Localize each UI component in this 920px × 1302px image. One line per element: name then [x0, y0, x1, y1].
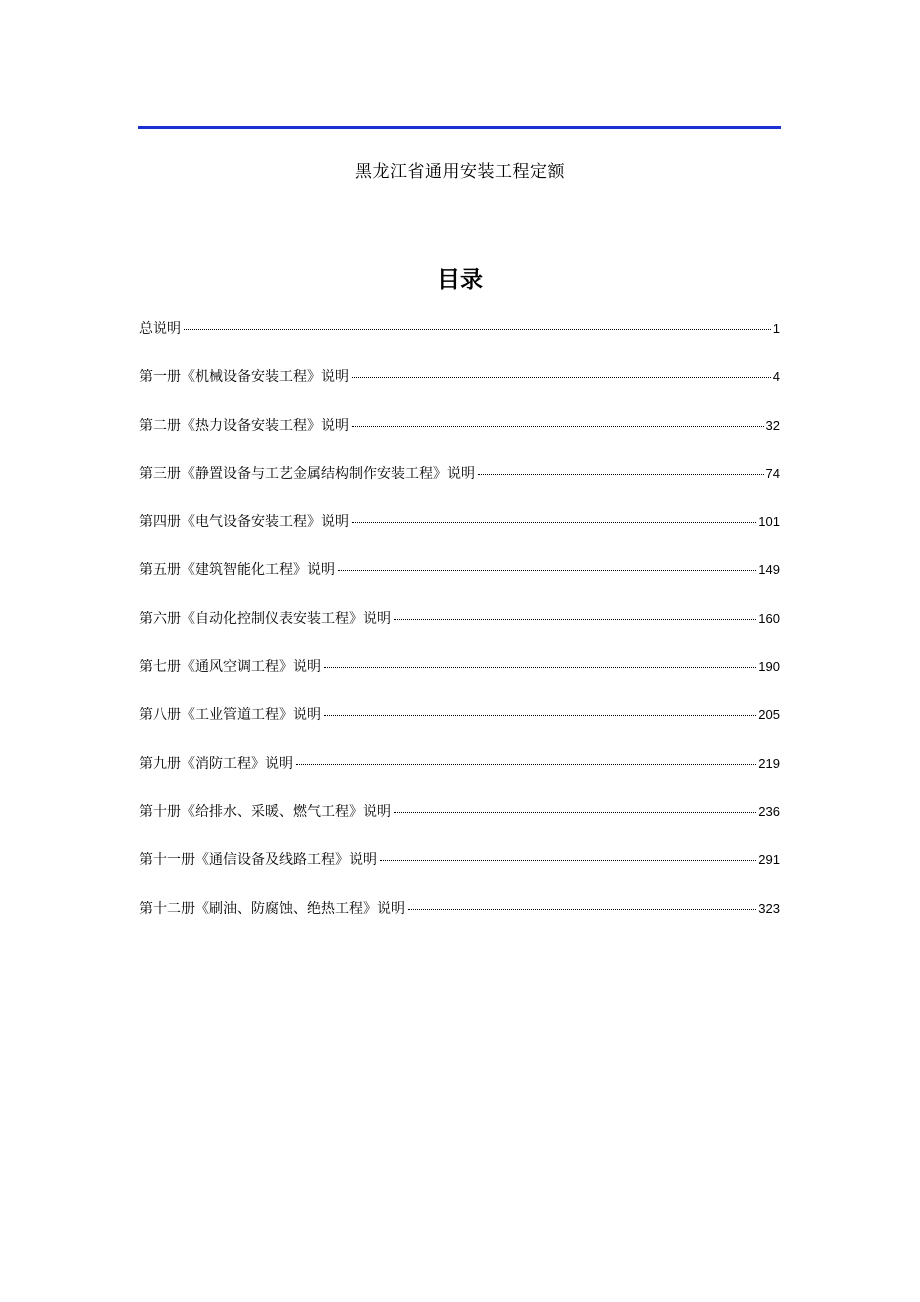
toc-entry-label: 第一册《机械设备安装工程》说明 — [139, 369, 349, 386]
toc-page-number: 101 — [758, 514, 780, 530]
toc-page-number: 323 — [758, 900, 780, 916]
toc-heading: 目录 — [437, 267, 483, 293]
toc-page-number: 219 — [758, 755, 780, 771]
toc-entry-label: 第五册《建筑智能化工程》说明 — [139, 562, 335, 579]
toc-dot-leader — [296, 764, 756, 765]
toc-entry-volume-6[interactable] — [139, 608, 780, 656]
toc-dot-leader — [352, 522, 756, 523]
toc-entry-label: 第十一册《通信设备及线路工程》说明 — [139, 852, 377, 869]
toc-entry-volume-3[interactable] — [139, 463, 780, 511]
toc-dot-leader — [352, 377, 771, 378]
toc-entry-label: 第二册《热力设备安装工程》说明 — [139, 417, 349, 434]
toc-page-number: 190 — [758, 659, 780, 675]
toc-entry-label: 第九册《消防工程》说明 — [139, 755, 293, 772]
toc-page-number: 149 — [758, 562, 780, 578]
toc-entry-label: 第四册《电气设备安装工程》说明 — [139, 514, 349, 531]
toc-dot-leader — [338, 570, 756, 571]
toc-entry-label: 第七册《通风空调工程》说明 — [139, 659, 321, 676]
toc-dot-leader — [184, 329, 771, 330]
toc-page-number: 1 — [772, 321, 780, 336]
toc-page-number: 32 — [765, 417, 780, 433]
toc-page-number: 291 — [758, 852, 780, 868]
toc-dot-leader — [324, 667, 756, 668]
toc-entry-label: 第十册《给排水、采暖、燃气工程》说明 — [139, 803, 391, 820]
toc-dot-leader — [324, 715, 756, 716]
toc-page-number: 236 — [758, 803, 780, 819]
toc-entry-volume-8[interactable] — [139, 704, 780, 752]
toc-entry-label: 第八册《工业管道工程》说明 — [139, 707, 321, 724]
toc-entry-general[interactable] — [139, 318, 780, 366]
toc-entry-label: 第三册《静置设备与工艺金属结构制作安装工程》说明 — [139, 465, 475, 482]
toc-dot-leader — [408, 909, 756, 910]
toc-dot-leader — [352, 426, 764, 427]
toc-entry-volume-2[interactable] — [139, 415, 780, 463]
toc-dot-leader — [380, 860, 756, 861]
toc-page-number: 160 — [758, 610, 780, 626]
toc-entry-volume-9[interactable] — [139, 753, 780, 801]
toc-entry-label: 总说明 — [139, 321, 181, 337]
toc-entry-label: 第六册《自动化控制仪表安装工程》说明 — [139, 610, 391, 627]
toc-entry-volume-10[interactable] — [139, 801, 780, 849]
toc-entry-volume-12[interactable] — [139, 898, 780, 946]
toc-page-number: 205 — [758, 707, 780, 723]
toc-entry-volume-7[interactable] — [139, 656, 780, 704]
toc-entry-volume-4[interactable] — [139, 511, 780, 559]
document-title: 黑龙江省通用安装工程定额 — [355, 162, 565, 182]
toc-dot-leader — [478, 474, 764, 475]
toc-dot-leader — [394, 812, 756, 813]
toc-page-number: 4 — [772, 369, 780, 385]
toc-entry-volume-1[interactable] — [139, 366, 780, 414]
toc-entry-volume-5[interactable] — [139, 559, 780, 607]
toc-page-number: 74 — [765, 465, 780, 481]
table-of-contents — [139, 318, 780, 946]
toc-entry-label: 第十二册《刷油、防腐蚀、绝热工程》说明 — [139, 900, 405, 917]
toc-dot-leader — [394, 619, 756, 620]
header-rule — [138, 126, 781, 129]
toc-entry-volume-11[interactable] — [139, 849, 780, 897]
